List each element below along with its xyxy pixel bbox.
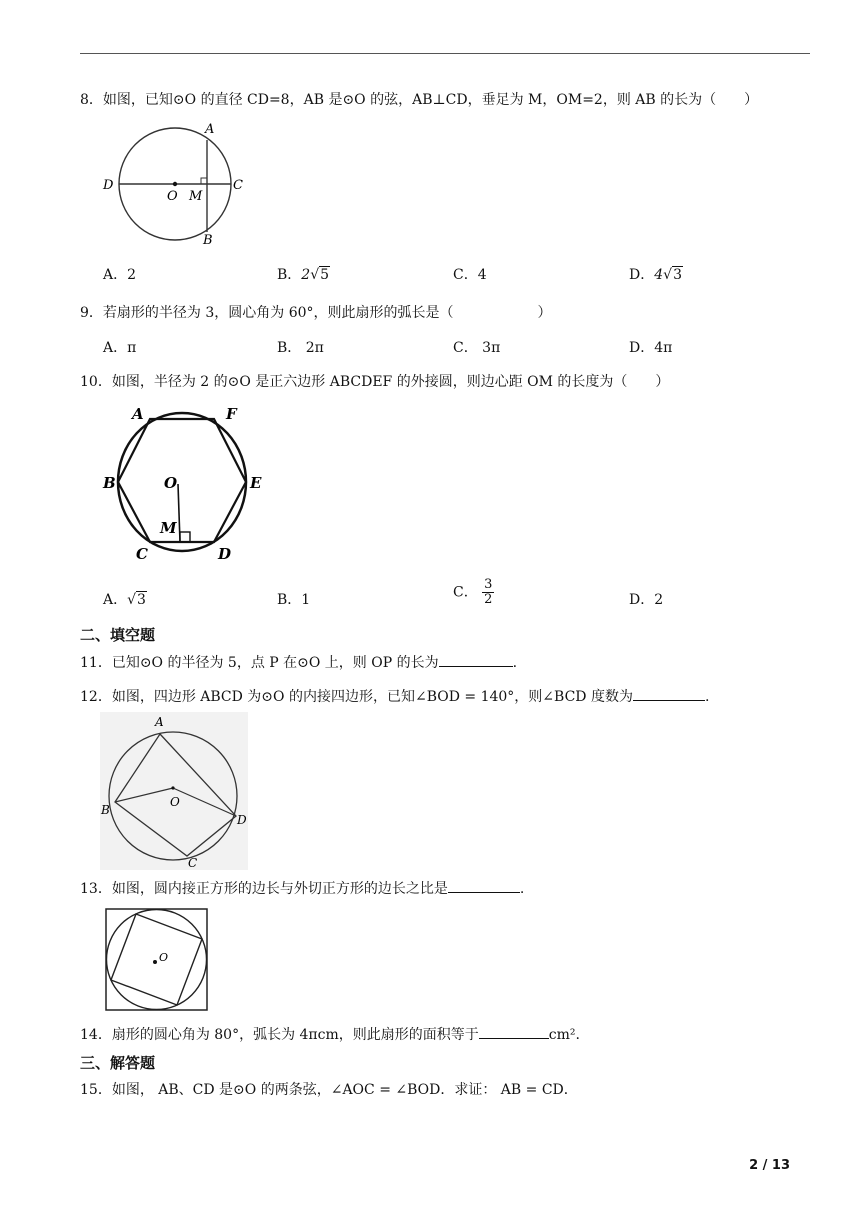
q10-label-m: M	[160, 519, 177, 537]
question-12-figure	[100, 712, 248, 870]
q10-label-a: A	[132, 405, 144, 423]
q10-option-c[interactable]: C． $\frac{3}{2}$	[453, 577, 493, 607]
question-12: 12．如图，四边形 ABCD 为⊙O 的内接四边形，已知∠BOD = 140°，则∠BCD 度数为 .	[80, 686, 709, 707]
q13-answer-blank[interactable]	[448, 878, 520, 893]
q8-option-b[interactable]: B．2√5	[277, 267, 330, 283]
q14-answer-blank[interactable]	[479, 1024, 549, 1039]
q8-label-m: M	[189, 189, 203, 204]
q11-answer-blank[interactable]	[439, 652, 513, 667]
q10-label-o: O	[164, 474, 178, 492]
q10-label-e: E	[250, 474, 262, 492]
page-number: 2 / 13	[749, 1158, 790, 1173]
q8-label-a: A	[205, 122, 215, 137]
question-15-text: 15．如图， AB、CD 是⊙O 的两条弦，∠AOC = ∠BOD．求证： AB = CD．	[80, 1082, 578, 1098]
q9-option-b[interactable]: B． 2π	[277, 340, 324, 356]
q13-label-o: O	[159, 951, 169, 964]
header-rule	[80, 53, 810, 54]
question-9-text: 9．若扇形的半径为 3，圆心角为 60°，则此扇形的弧长是（ ）	[80, 305, 552, 321]
section-fill-in-title: 二、填空题	[80, 626, 156, 644]
q8-option-a[interactable]: A．2	[103, 267, 137, 283]
q12-label-b: B	[101, 803, 110, 817]
question-13-figure	[104, 906, 210, 1012]
question-8-figure	[100, 118, 260, 248]
q10-option-c-fraction: $\frac{3}{2}$	[484, 577, 493, 607]
q8-label-c: C	[233, 178, 243, 193]
q8-label-b: B	[203, 233, 213, 248]
q12-label-a: A	[155, 715, 164, 729]
q8-option-d[interactable]: D．4√3	[629, 267, 682, 283]
q8-option-c[interactable]: C．4	[453, 267, 487, 283]
question-10-figure	[100, 402, 270, 567]
q8-label-d: D	[103, 178, 114, 193]
q12-answer-blank[interactable]	[633, 686, 705, 701]
q9-option-c[interactable]: C． 3π	[453, 340, 501, 356]
q10-option-a[interactable]: A．√3	[103, 592, 146, 608]
q12-label-d: D	[237, 813, 247, 827]
q12-label-o: O	[170, 795, 180, 809]
question-10-text: 10．如图，半径为 2 的⊙O 是正六边形 ABCDEF 的外接圆，则边心距 OM 的长度为（ ）	[80, 374, 670, 390]
q10-label-c: C	[136, 545, 148, 563]
q8-label-o: O	[167, 189, 178, 204]
q9-option-a[interactable]: A．π	[103, 340, 137, 356]
q10-option-b[interactable]: B．1	[277, 592, 311, 608]
question-11: 11．已知⊙O 的半径为 5，点 P 在⊙O 上，则 OP 的长为 .	[80, 652, 517, 673]
question-8-text: 8．如图，已知⊙O 的直径 CD=8，AB 是⊙O 的弦，AB⊥CD，垂足为 M，OM=2，则 AB 的长为（ ）	[80, 92, 759, 108]
question-13: 13．如图，圆内接正方形的边长与外切正方形的边长之比是 .	[80, 878, 524, 899]
question-14: 14．扇形的圆心角为 80°，弧长为 4πcm，则此扇形的面积等于 cm².	[80, 1024, 580, 1045]
q9-option-d[interactable]: D．4π	[629, 340, 673, 356]
q10-option-d[interactable]: D．2	[629, 592, 664, 608]
section-solve-title: 三、解答题	[80, 1054, 156, 1072]
q10-label-f: F	[226, 405, 237, 423]
q10-label-b: B	[103, 474, 116, 492]
q10-label-d: D	[218, 545, 232, 563]
q12-label-c: C	[188, 856, 198, 870]
